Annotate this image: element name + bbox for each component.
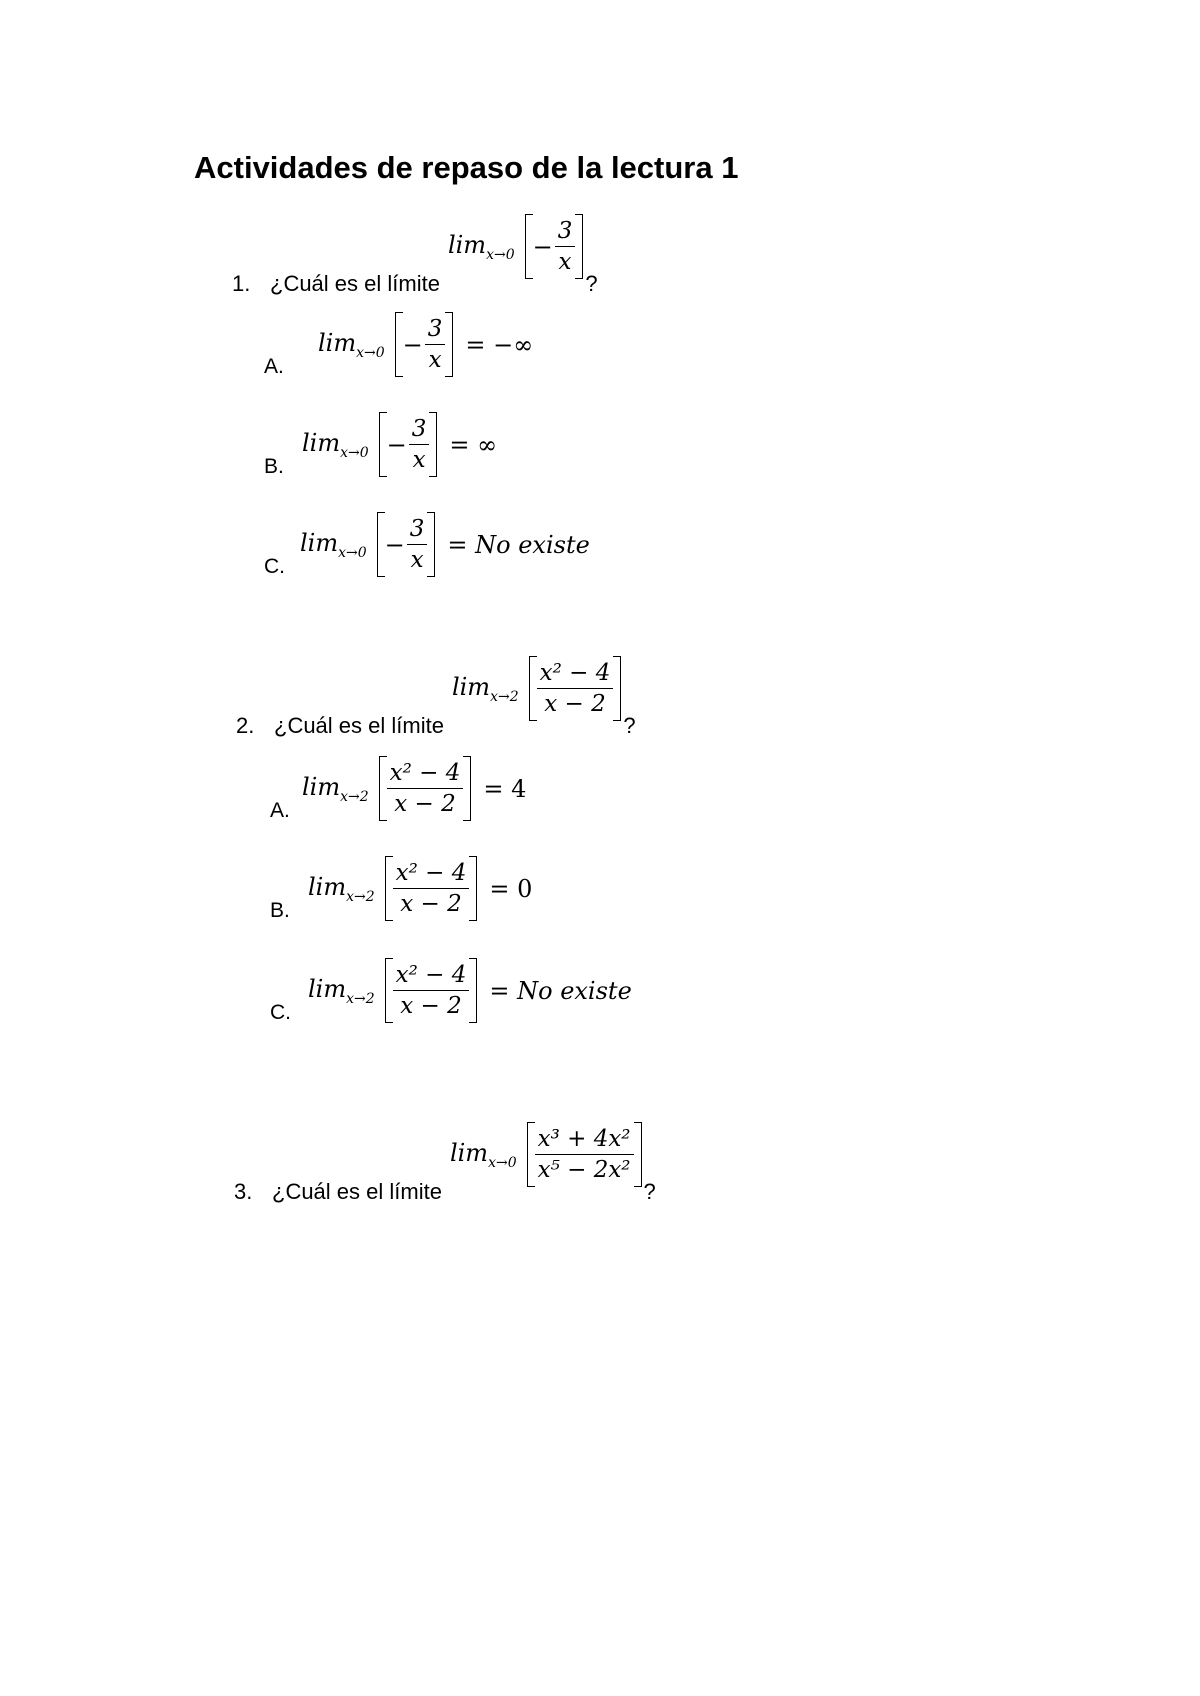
limit-word: lim	[300, 528, 339, 557]
denominator: x⁵ − 2x²	[537, 1157, 631, 1183]
option-result: = 0	[489, 874, 533, 903]
bracket	[529, 656, 622, 721]
option-formula	[308, 958, 632, 1023]
minus-sign: −	[532, 232, 553, 261]
limit-subscript: x→2	[340, 788, 369, 805]
question-text: ¿Cuál es el límite	[274, 713, 444, 738]
option-formula	[300, 512, 590, 577]
numerator: 3	[555, 218, 576, 247]
bracket	[395, 312, 454, 377]
option-letter: A.	[270, 799, 290, 822]
bracket	[385, 856, 478, 921]
bracket	[379, 756, 472, 821]
numerator: x² − 4	[387, 760, 464, 789]
option-formula	[318, 312, 533, 377]
option-1a	[264, 312, 533, 379]
option-letter: C.	[264, 555, 285, 578]
fraction	[535, 1126, 634, 1183]
denominator: x	[428, 347, 442, 373]
bracket	[525, 214, 584, 279]
option-result: = −∞	[465, 330, 534, 359]
question-number: 2.	[236, 713, 255, 738]
question-formula	[448, 214, 583, 279]
limit-word: lim	[308, 872, 347, 901]
numerator: x³ + 4x²	[535, 1126, 634, 1155]
limit-word: lim	[318, 328, 357, 357]
option-formula	[308, 856, 532, 921]
numerator: 3	[407, 516, 428, 545]
option-letter: B.	[270, 899, 290, 922]
bracket	[385, 958, 478, 1023]
bracket	[527, 1122, 642, 1187]
numerator: x² − 4	[393, 962, 470, 991]
denominator: x	[412, 447, 426, 473]
question-formula	[450, 1122, 642, 1187]
limit-subscript: x→0	[340, 444, 369, 461]
denominator: x − 2	[400, 993, 462, 1019]
numerator: 3	[425, 316, 446, 345]
limit-word: lim	[451, 672, 491, 701]
question-1	[232, 214, 598, 297]
limit-subscript: x→0	[338, 544, 367, 561]
limit-word: lim	[449, 1138, 489, 1167]
denominator: x − 2	[394, 791, 456, 817]
numerator: 3	[409, 416, 430, 445]
fraction	[537, 660, 614, 717]
option-result: = No existe	[447, 530, 590, 559]
question-3	[234, 1122, 656, 1205]
option-formula	[302, 756, 526, 821]
question-mark: ?	[643, 1179, 656, 1204]
question-text: ¿Cuál es el límite	[272, 1179, 442, 1204]
question-number: 3.	[234, 1179, 253, 1204]
option-letter: C.	[270, 1001, 291, 1024]
denominator: x − 2	[544, 691, 606, 717]
option-1b	[264, 412, 497, 479]
limit-word: lim	[302, 772, 341, 801]
numerator: x² − 4	[537, 660, 614, 689]
option-2a	[270, 756, 526, 823]
question-number: 1.	[232, 271, 251, 296]
limit-subscript: x→2	[490, 688, 519, 705]
limit-subscript: x→0	[486, 246, 515, 263]
option-formula	[302, 412, 497, 477]
fraction	[409, 416, 430, 473]
limit-subscript: x→0	[488, 1154, 517, 1171]
bracket	[379, 412, 438, 477]
fraction	[393, 962, 470, 1019]
limit-subscript: x→2	[346, 990, 375, 1007]
fraction	[393, 860, 470, 917]
option-letter: B.	[264, 455, 284, 478]
option-letter: A.	[264, 355, 284, 378]
minus-sign: −	[402, 330, 423, 359]
minus-sign: −	[386, 430, 407, 459]
question-formula	[452, 656, 621, 721]
minus-sign: −	[384, 530, 405, 559]
numerator: x² − 4	[393, 860, 470, 889]
option-result: = 4	[483, 774, 527, 803]
question-2	[236, 656, 636, 739]
option-result: = No existe	[489, 976, 632, 1005]
bracket	[377, 512, 436, 577]
fraction	[407, 516, 428, 573]
fraction	[387, 760, 464, 817]
question-mark: ?	[585, 271, 598, 296]
fraction	[555, 218, 576, 275]
option-1c	[264, 512, 590, 579]
option-result: = ∞	[449, 430, 498, 459]
option-2c	[270, 958, 632, 1025]
denominator: x − 2	[400, 891, 462, 917]
question-text: ¿Cuál es el límite	[270, 271, 440, 296]
denominator: x	[558, 249, 572, 275]
denominator: x	[410, 547, 424, 573]
limit-subscript: x→2	[346, 888, 375, 905]
limit-subscript: x→0	[356, 344, 385, 361]
limit-word: lim	[308, 974, 347, 1003]
fraction	[425, 316, 446, 373]
page-title: Actividades de repaso de la lectura 1	[194, 150, 739, 185]
option-2b	[270, 856, 532, 923]
limit-word: lim	[447, 230, 487, 259]
question-mark: ?	[623, 713, 636, 738]
limit-word: lim	[302, 428, 341, 457]
